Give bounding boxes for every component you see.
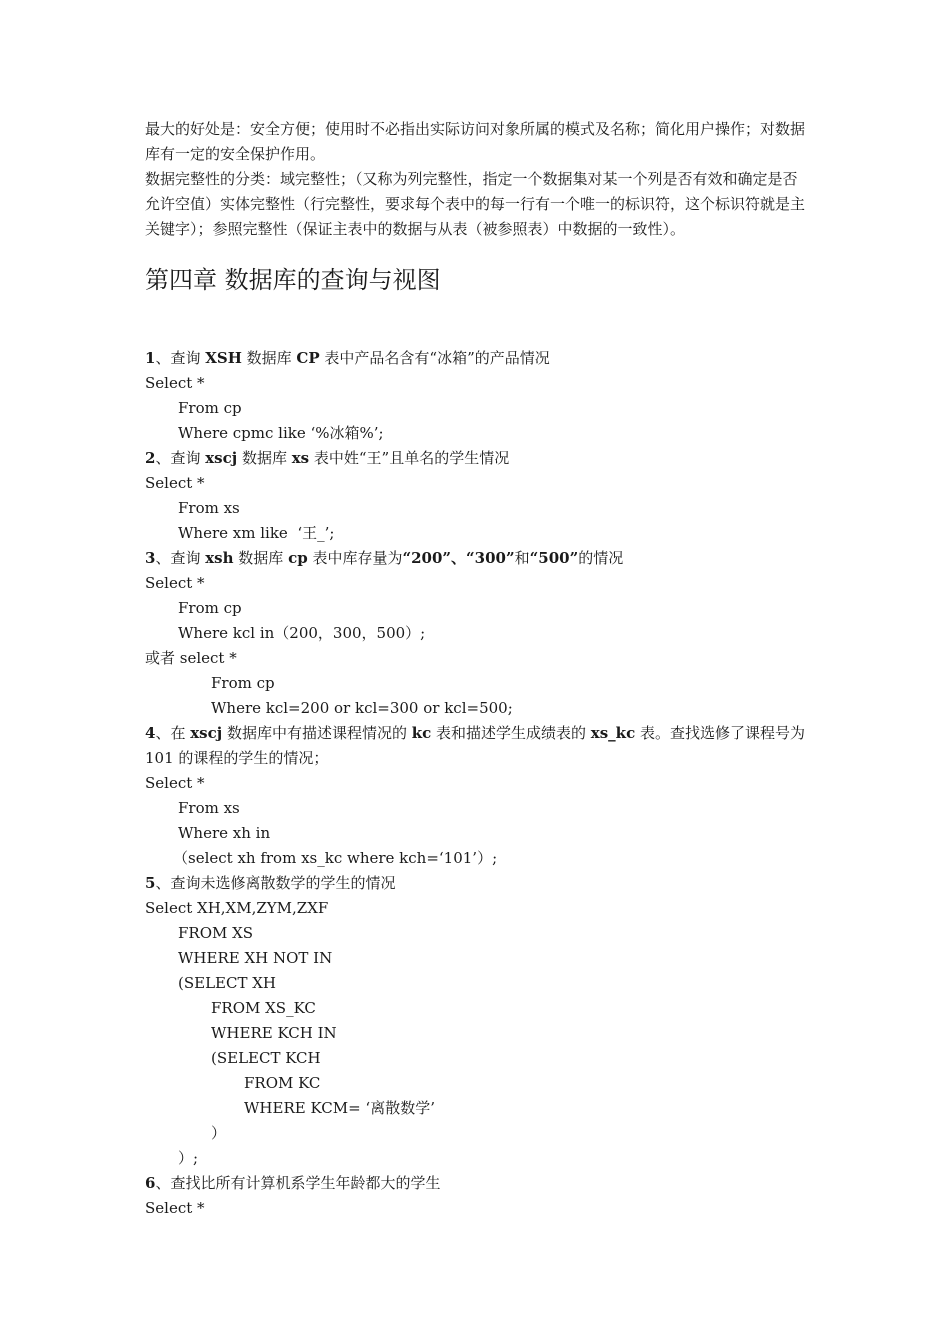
code-line: Where xh in <box>178 824 271 842</box>
code-line: Select * <box>145 774 205 792</box>
code-line: Where kcl in（200，300，500）; <box>178 624 426 642</box>
code-line: Select * <box>145 574 205 592</box>
code-line: WHERE XH NOT IN <box>178 949 333 967</box>
code-line: Select XH,XM,ZYM,ZXF <box>145 899 329 917</box>
code-line: Where cpmc like ‘%冰箱%’; <box>178 424 384 442</box>
code-line: ）; <box>178 1149 199 1167</box>
code-line: Select * <box>145 474 205 492</box>
intro-paragraph-2: 数据完整性的分类：域完整性；（又称为列完整性，指定一个数据集对某一个列是否有效和确定是否允许空值）实体完整性（行完整性，要求每个表中的每一行有一个唯一的标识符，这个标识符就是主关键字）；参照完整性（保证主表中的数据与从表（被参照表）中数据的一致性）。 <box>145 170 806 238</box>
chapter-title: 第四章 数据库的查询与视图 <box>145 266 441 294</box>
code-line: 或者 select * <box>145 649 237 667</box>
question-2-heading: 2、查询 xscj 数据库 xs 表中姓“王”且单名的学生情况 <box>145 449 510 467</box>
code-line: Select * <box>145 374 205 392</box>
question-1-heading: 1、查询 XSH 数据库 CP 表中产品名含有“冰箱”的产品情况 <box>145 349 550 367</box>
code-line: WHERE KCM= ‘离散数学’ <box>244 1099 435 1117</box>
code-line: Where xm like ‘王_’; <box>178 524 335 542</box>
code-line: Where kcl=200 or kcl=300 or kcl=500; <box>211 699 513 717</box>
code-line: From xs <box>178 799 240 817</box>
code-line: ） <box>211 1124 227 1142</box>
question-3-heading: 3、查询 xsh 数据库 cp 表中库存量为“200”、“300”和“500”的情况 <box>145 549 624 567</box>
code-line: Select * <box>145 1199 205 1217</box>
code-line: FROM XS_KC <box>211 999 316 1017</box>
code-line: From xs <box>178 499 240 517</box>
code-line: WHERE KCH IN <box>211 1024 337 1042</box>
question-4-heading: 4、在 xscj 数据库中有描述课程情况的 kc 表和描述学生成绩表的 xs_kc 表。查找选修了课程号为 101 的课程的学生的情况； <box>145 724 805 767</box>
question-6-heading: 6、查找比所有计算机系学生年龄都大的学生 <box>145 1174 441 1192</box>
intro-paragraph-1: 最大的好处是：安全方便；使用时不必指出实际访问对象所属的模式及名称；简化用户操作；对数据库有一定的安全保护作用。 <box>145 120 806 163</box>
code-line: FROM XS <box>178 924 254 942</box>
code-line: From cp <box>178 599 242 617</box>
code-line: （select xh from xs_kc where kch=‘101’）; <box>173 849 498 867</box>
code-line: From cp <box>178 399 242 417</box>
code-line: From cp <box>211 674 275 692</box>
document-page <box>145 117 810 1221</box>
question-5-heading: 5、查询未选修离散数学的学生的情况 <box>145 874 396 892</box>
code-line: (SELECT KCH <box>211 1049 321 1067</box>
code-line: (SELECT XH <box>178 974 276 992</box>
code-line: FROM KC <box>244 1074 321 1092</box>
